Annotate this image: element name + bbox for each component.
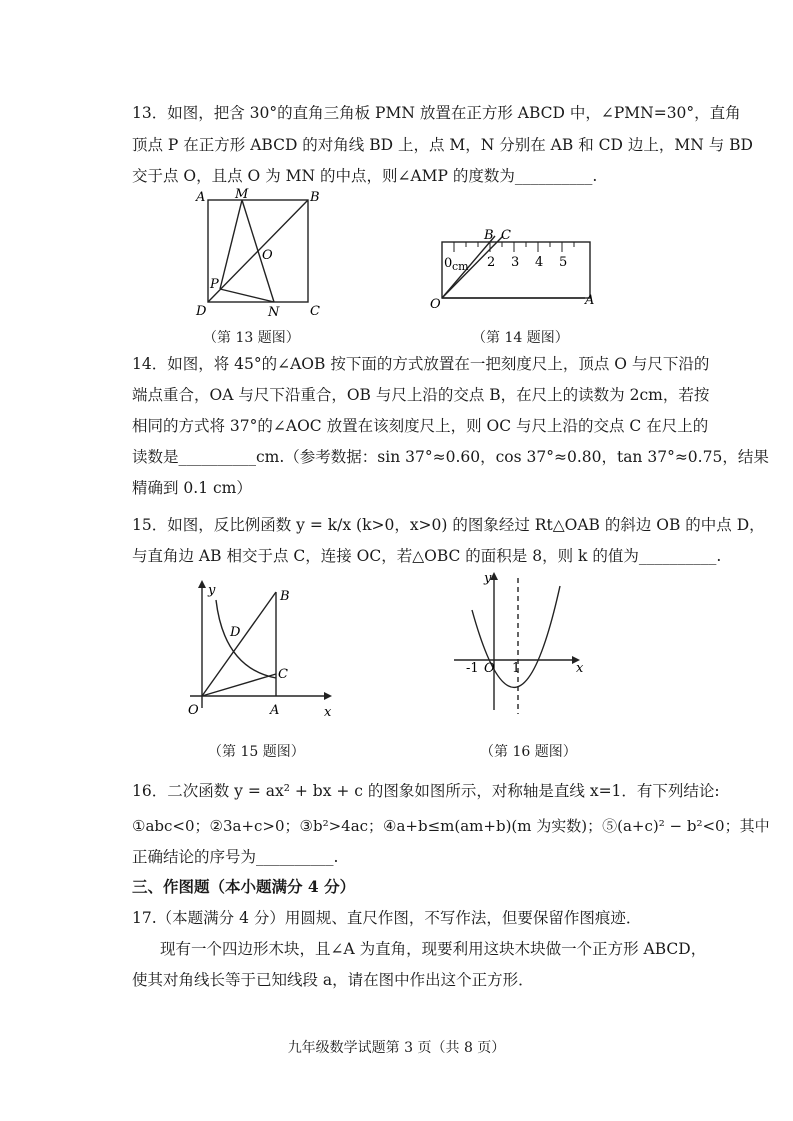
label-a: A	[270, 703, 280, 718]
q16-line-2: ①abc<0；②3a+c>0；③b²>4ac；④a+b≤m(am+b)(m 为实数)；⑤(a+c)² − b²<0；其中	[132, 817, 770, 835]
label-x: x	[324, 705, 332, 720]
q14-line-2: 端点重合，OA 与尺下沿重合，OB 与尺上沿的交点 B，在尺上的读数为 2cm，若按	[132, 386, 710, 404]
q16-line-1: 16．二次函数 y = ax² + bx + c 的图象如图所示，对称轴是直线 x=1．有下列结论:	[132, 782, 720, 800]
label-c: C	[278, 667, 288, 682]
label-a: A	[585, 293, 595, 308]
label-o: O	[262, 248, 273, 263]
segment-mp	[220, 200, 242, 289]
figure-13-caption: （第 13 题图）	[203, 330, 300, 346]
q17-line-2: 现有一个四边形木块，且∠A 为直角，现要利用这块木块做一个正方形 ABCD，	[160, 940, 707, 958]
label-o: O	[484, 661, 495, 676]
label-one: 1	[512, 661, 521, 676]
segment-ob	[202, 592, 276, 696]
q14-line-1: 14．如图，将 45°的∠AOB 按下面的方式放置在一把刻度尺上，顶点 O 与尺下沿的	[132, 355, 710, 373]
tick-cm: cm	[452, 260, 469, 273]
figure-15-caption: （第 15 题图）	[208, 744, 305, 760]
page-footer: 九年级数学试题第 3 页（共 8 页）	[287, 1040, 506, 1056]
section-heading: 三、作图题（本小题满分 4 分）	[132, 877, 356, 896]
figure-16-caption: （第 16 题图）	[480, 744, 577, 760]
label-c: C	[310, 304, 320, 319]
q14-line-3: 相同的方式将 37°的∠AOC 放置在该刻度尺上，则 OC 与尺上沿的交点 C 在尺上的	[132, 417, 709, 435]
q13-line-3: 交于点 O，且点 O 为 MN 的中点，则∠AMP 的度数为__________.	[132, 167, 598, 185]
label-o: O	[430, 297, 441, 312]
label-b: B	[310, 190, 320, 205]
label-a: A	[196, 190, 206, 205]
label-c: C	[501, 228, 511, 243]
label-d: D	[196, 304, 207, 319]
tick-0: 0	[444, 256, 453, 271]
figure-13	[190, 185, 340, 325]
label-d: D	[230, 625, 241, 640]
q15-line-1: 15．如图，反比例函数 y = k/x (k>0，x>0) 的图象经过 Rt△OAB 的斜边 OB 的中点 D，	[132, 516, 765, 534]
q14-line-4: 读数是__________cm.（参考数据：sin 37°≈0.60，cos 37°≈0.80，tan 37°≈0.75，结果	[132, 448, 769, 466]
tick-2: 2	[487, 255, 496, 270]
q13-line-1: 13．如图，把含 30°的直角三角板 PMN 放置在正方形 ABCD 中，∠PMN=30°，直角	[132, 104, 741, 122]
q17-line-1: 17.（本题满分 4 分）用圆规、直尺作图，不写作法，但要保留作图痕迹．	[132, 909, 642, 927]
tick-4: 4	[535, 255, 544, 270]
label-neg1: -1	[466, 661, 479, 676]
label-n: N	[268, 305, 280, 320]
label-b: B	[280, 589, 290, 604]
segment-oc	[202, 674, 276, 696]
figure-16	[448, 568, 598, 718]
q14-line-5: 精确到 0.1 cm）	[132, 479, 252, 497]
hyperbola	[216, 600, 276, 678]
label-y: y	[208, 583, 216, 598]
q15-line-2: 与直角边 AB 相交于点 C，连接 OC，若△OBC 的面积是 8，则 k 的值为__________.	[132, 547, 722, 565]
segment-pn	[220, 289, 274, 302]
label-y: y	[484, 571, 492, 586]
tick-5: 5	[559, 255, 568, 270]
label-p: P	[210, 277, 219, 292]
label-b: B	[484, 228, 494, 243]
figure-14	[425, 228, 605, 313]
label-m: M	[235, 187, 249, 202]
ruler-ticks	[454, 242, 574, 252]
tick-3: 3	[511, 255, 520, 270]
q13-line-2: 顶点 P 在正方形 ABCD 的对角线 BD 上，点 M，N 分别在 AB 和 CD 边上，MN 与 BD	[132, 136, 753, 154]
q16-line-3: 正确结论的序号为__________.	[132, 848, 339, 866]
q17-line-3: 使其对角线长等于已知线段 a，请在图中作出这个正方形．	[132, 971, 534, 989]
figure-15	[180, 578, 340, 728]
label-x: x	[576, 661, 584, 676]
figure-14-caption: （第 14 题图）	[472, 330, 569, 346]
label-o: O	[188, 703, 199, 718]
